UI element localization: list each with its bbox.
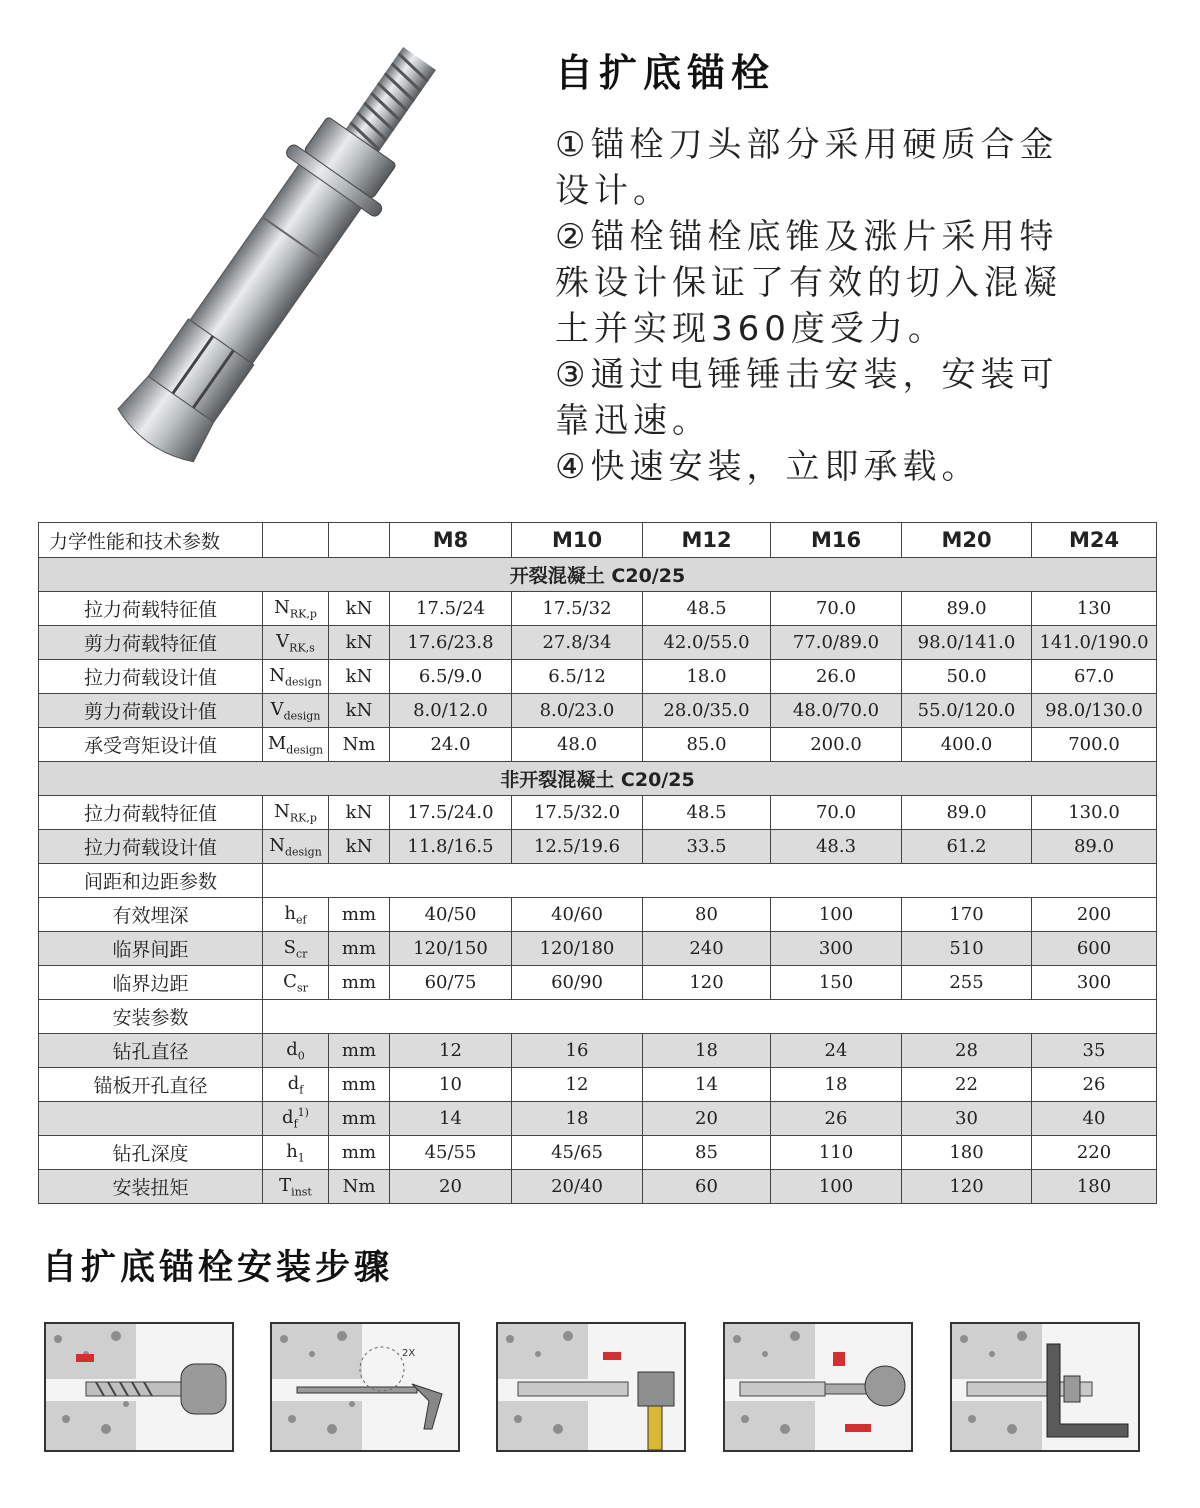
param-symbol (263, 1102, 329, 1136)
value-cell: 26 (771, 1102, 902, 1136)
size-header: M16 (771, 523, 902, 558)
param-symbol (263, 1136, 329, 1170)
value-cell: 10 (390, 1068, 512, 1102)
param-unit: mm (329, 1102, 390, 1136)
table-body-1 (39, 592, 1157, 762)
symbol-base: N (274, 800, 290, 822)
value-cell: 120/150 (390, 932, 512, 966)
value-cell: 24.0 (390, 728, 512, 762)
value-cell: 14 (643, 1068, 771, 1102)
value-cell: 22 (902, 1068, 1032, 1102)
table-row (39, 1068, 1157, 1102)
value-cell: 11.8/16.5 (390, 830, 512, 864)
group-row (39, 864, 1157, 898)
table-row (39, 1102, 1157, 1136)
symbol-base: C (283, 970, 297, 992)
value-cell: 67.0 (1032, 660, 1157, 694)
symbol-subscript: RK,p (289, 811, 317, 825)
value-cell: 18.0 (643, 660, 771, 694)
symbol-base: h (286, 1140, 298, 1162)
size-header: M12 (643, 523, 771, 558)
value-cell: 12 (390, 1034, 512, 1068)
feature-line: 殊设计保证了有效的切入混凝 (555, 263, 1062, 303)
symbol-base: d (287, 1072, 300, 1094)
param-symbol (263, 592, 329, 626)
value-cell: 42.0/55.0 (643, 626, 771, 660)
value-cell: 200.0 (771, 728, 902, 762)
value-cell: 120/180 (512, 932, 643, 966)
step-5-fixing (950, 1322, 1140, 1452)
group-row (39, 1000, 1157, 1034)
symbol-subscript: inst (291, 1185, 312, 1199)
param-symbol (263, 1170, 329, 1204)
value-cell: 70.0 (771, 796, 902, 830)
value-cell: 300 (1032, 966, 1157, 1000)
symbol-subscript: cr (295, 947, 308, 961)
step-3-setting (496, 1322, 686, 1452)
value-cell: 77.0/89.0 (771, 626, 902, 660)
value-cell: 141.0/190.0 (1032, 626, 1157, 660)
param-name: 钻孔直径 (39, 1034, 263, 1068)
value-cell: 48.5 (643, 796, 771, 830)
value-cell: 40/50 (390, 898, 512, 932)
table-row (39, 694, 1157, 728)
value-cell: 17.5/24 (390, 592, 512, 626)
step-2-blowing (270, 1322, 460, 1452)
param-unit: mm (329, 932, 390, 966)
param-unit: kN (329, 592, 390, 626)
param-unit: kN (329, 830, 390, 864)
param-unit: mm (329, 966, 390, 1000)
param-symbol (263, 728, 329, 762)
symbol-subscript: ef (296, 913, 307, 927)
value-cell: 33.5 (643, 830, 771, 864)
param-name: 承受弯矩设计值 (39, 728, 263, 762)
param-name (39, 1102, 263, 1136)
param-symbol (263, 626, 329, 660)
param-name: 钻孔深度 (39, 1136, 263, 1170)
value-cell: 130.0 (1032, 796, 1157, 830)
value-cell: 35 (1032, 1034, 1157, 1068)
value-cell: 48.5 (643, 592, 771, 626)
table-body-4 (39, 1034, 1157, 1204)
value-cell: 61.2 (902, 830, 1032, 864)
value-cell: 100 (771, 1170, 902, 1204)
value-cell: 80 (643, 898, 771, 932)
param-unit: mm (329, 898, 390, 932)
value-cell: 130 (1032, 592, 1157, 626)
value-cell: 45/65 (512, 1136, 643, 1170)
value-cell: 16 (512, 1034, 643, 1068)
param-symbol (263, 966, 329, 1000)
value-cell: 98.0/130.0 (1032, 694, 1157, 728)
param-name: 临界边距 (39, 966, 263, 1000)
value-cell: 14 (390, 1102, 512, 1136)
value-cell: 300 (771, 932, 902, 966)
value-cell: 170 (902, 898, 1032, 932)
table-row (39, 728, 1157, 762)
symbol-base: N (269, 664, 285, 686)
param-name: 拉力荷载设计值 (39, 830, 263, 864)
value-cell: 30 (902, 1102, 1032, 1136)
value-cell: 400.0 (902, 728, 1032, 762)
value-cell: 60/90 (512, 966, 643, 1000)
value-cell: 98.0/141.0 (902, 626, 1032, 660)
symbol-base: N (269, 834, 285, 856)
value-cell: 18 (771, 1068, 902, 1102)
value-cell: 45/55 (390, 1136, 512, 1170)
value-cell: 17.5/32.0 (512, 796, 643, 830)
symbol-subscript: sr (296, 981, 308, 995)
param-symbol (263, 796, 329, 830)
size-header: M10 (512, 523, 643, 558)
value-cell: 27.8/34 (512, 626, 643, 660)
value-cell: 12 (512, 1068, 643, 1102)
table-row (39, 660, 1157, 694)
value-cell: 40 (1032, 1102, 1157, 1136)
table-row (39, 830, 1157, 864)
value-cell: 50.0 (902, 660, 1032, 694)
value-cell: 48.3 (771, 830, 902, 864)
param-symbol (263, 1034, 329, 1068)
value-cell: 60/75 (390, 966, 512, 1000)
value-cell: 20 (643, 1102, 771, 1136)
value-cell: 600 (1032, 932, 1157, 966)
table-row (39, 898, 1157, 932)
value-cell: 150 (771, 966, 902, 1000)
value-cell: 180 (1032, 1170, 1157, 1204)
value-cell: 85 (643, 1136, 771, 1170)
feature-list (555, 122, 1155, 490)
value-cell: 6.5/9.0 (390, 660, 512, 694)
value-cell: 180 (902, 1136, 1032, 1170)
blow-count-label: 2X (402, 1348, 416, 1359)
param-name: 拉力荷载设计值 (39, 660, 263, 694)
param-unit: Nm (329, 1170, 390, 1204)
table-row (39, 1170, 1157, 1204)
symbol-base: d (286, 1038, 298, 1060)
table-row (39, 1136, 1157, 1170)
param-symbol (263, 1068, 329, 1102)
value-cell: 24 (771, 1034, 902, 1068)
size-header: M24 (1032, 523, 1157, 558)
symbol-subscript: f (299, 1083, 304, 1097)
feature-line: ②锚栓锚栓底锥及涨片采用特 (555, 217, 1059, 257)
symbol-base: V (270, 698, 284, 720)
symbol-subscript: design (286, 743, 324, 757)
symbol-subscript: RK,p (289, 607, 317, 621)
group-title: 间距和边距参数 (39, 864, 263, 898)
value-cell: 120 (643, 966, 771, 1000)
section-title: 非开裂混凝土 C20/25 (39, 762, 1157, 796)
table-body-2 (39, 796, 1157, 864)
param-unit: kN (329, 626, 390, 660)
product-title: 自扩底锚栓 (555, 51, 776, 95)
table-header-label: 力学性能和技术参数 (39, 523, 263, 558)
param-name: 锚板开孔直径 (39, 1068, 263, 1102)
value-cell: 55.0/120.0 (902, 694, 1032, 728)
param-unit: mm (329, 1034, 390, 1068)
symbol-subscript: f (293, 1117, 298, 1131)
value-cell: 17.6/23.8 (390, 626, 512, 660)
symbol-base: V (276, 630, 290, 652)
section-row (39, 762, 1157, 796)
table-body-3 (39, 898, 1157, 1000)
param-name: 剪力荷载设计值 (39, 694, 263, 728)
value-cell: 89.0 (902, 592, 1032, 626)
value-cell: 18 (643, 1034, 771, 1068)
symbol-subscript: design (284, 675, 322, 689)
value-cell: 220 (1032, 1136, 1157, 1170)
symbol-subscript: 1 (297, 1151, 305, 1165)
value-cell: 510 (902, 932, 1032, 966)
table-row (39, 932, 1157, 966)
table-row (39, 796, 1157, 830)
param-symbol (263, 830, 329, 864)
value-cell: 110 (771, 1136, 902, 1170)
table-row (39, 966, 1157, 1000)
symbol-subscript: RK,s (289, 641, 315, 655)
value-cell: 60 (643, 1170, 771, 1204)
symbol-base: M (267, 732, 287, 754)
param-name: 拉力荷载特征值 (39, 796, 263, 830)
param-symbol (263, 898, 329, 932)
value-cell: 85.0 (643, 728, 771, 762)
param-symbol (263, 694, 329, 728)
size-header: M8 (390, 523, 512, 558)
value-cell: 48.0 (512, 728, 643, 762)
feature-line: ③通过电锤锤击安装，安装可 (555, 355, 1059, 395)
symbol-base: S (283, 936, 296, 958)
feature-line: 土并实现360度受力。 (555, 309, 947, 349)
spec-table (38, 522, 1157, 1204)
value-cell: 12.5/19.6 (512, 830, 643, 864)
table-row (39, 1034, 1157, 1068)
param-unit: Nm (329, 728, 390, 762)
value-cell: 26.0 (771, 660, 902, 694)
symbol-base: d (282, 1107, 294, 1129)
feature-line: ④快速安装，立即承载。 (555, 447, 981, 487)
value-cell: 200 (1032, 898, 1157, 932)
symbol-superscript: 1) (297, 1106, 309, 1120)
value-cell: 8.0/23.0 (512, 694, 643, 728)
value-cell: 70.0 (771, 592, 902, 626)
group-title: 安装参数 (39, 1000, 263, 1034)
value-cell: 40/60 (512, 898, 643, 932)
param-unit: kN (329, 694, 390, 728)
value-cell: 28 (902, 1034, 1032, 1068)
section-row (39, 558, 1157, 592)
value-cell: 100 (771, 898, 902, 932)
value-cell: 89.0 (902, 796, 1032, 830)
value-cell: 18 (512, 1102, 643, 1136)
value-cell: 6.5/12 (512, 660, 643, 694)
step-4-expanding (723, 1322, 913, 1452)
value-cell: 28.0/35.0 (643, 694, 771, 728)
value-cell: 17.5/32 (512, 592, 643, 626)
param-symbol (263, 932, 329, 966)
value-cell: 20/40 (512, 1170, 643, 1204)
value-cell: 255 (902, 966, 1032, 1000)
param-symbol (263, 660, 329, 694)
section-title: 开裂混凝土 C20/25 (39, 558, 1157, 592)
step-1-drilling (44, 1322, 234, 1452)
size-header: M20 (902, 523, 1032, 558)
symbol-base: h (284, 902, 296, 924)
table-header-row (39, 523, 1157, 558)
param-unit: kN (329, 796, 390, 830)
param-name: 剪力荷载特征值 (39, 626, 263, 660)
param-unit: mm (329, 1136, 390, 1170)
symbol-subscript: 0 (297, 1049, 305, 1063)
param-unit: mm (329, 1068, 390, 1102)
param-unit: kN (329, 660, 390, 694)
value-cell: 89.0 (1032, 830, 1157, 864)
value-cell: 26 (1032, 1068, 1157, 1102)
value-cell: 17.5/24.0 (390, 796, 512, 830)
param-name: 拉力荷载特征值 (39, 592, 263, 626)
feature-line: ①锚栓刀头部分采用硬质合金 (555, 125, 1059, 165)
steps-title: 自扩底锚栓安装步骤 (42, 1248, 394, 1288)
param-name: 有效埋深 (39, 898, 263, 932)
feature-line: 靠迅速。 (555, 401, 711, 441)
value-cell: 120 (902, 1170, 1032, 1204)
param-name: 安装扭矩 (39, 1170, 263, 1204)
value-cell: 240 (643, 932, 771, 966)
table-row (39, 592, 1157, 626)
value-cell: 8.0/12.0 (390, 694, 512, 728)
value-cell: 48.0/70.0 (771, 694, 902, 728)
symbol-base: T (279, 1174, 292, 1196)
anchor-bolt-image (95, 25, 515, 465)
symbol-base: N (274, 596, 290, 618)
param-name: 临界间距 (39, 932, 263, 966)
value-cell: 700.0 (1032, 728, 1157, 762)
symbol-subscript: design (283, 709, 321, 723)
value-cell: 20 (390, 1170, 512, 1204)
feature-line: 设计。 (555, 171, 672, 211)
symbol-subscript: design (284, 845, 322, 859)
table-row (39, 626, 1157, 660)
